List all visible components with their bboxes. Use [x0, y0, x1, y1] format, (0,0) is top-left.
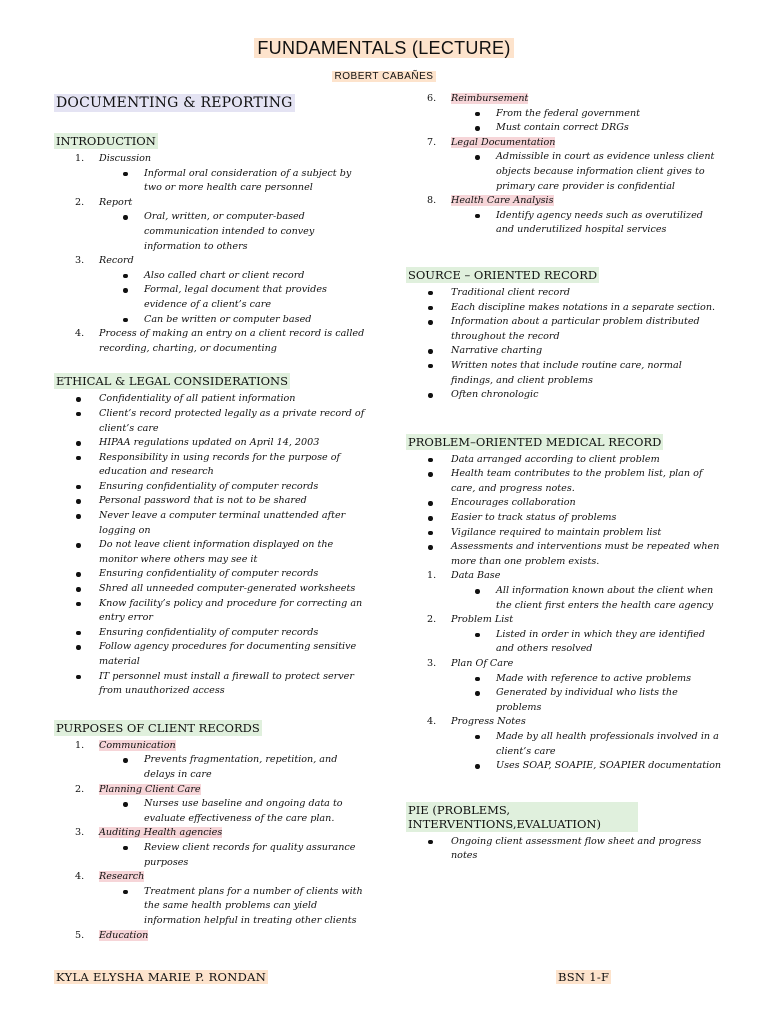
bullet-icon: [76, 543, 81, 548]
ethical-heading: ETHICAL & LEGAL CONSIDERATIONS: [56, 374, 288, 389]
bullet-item: [406, 511, 722, 526]
bullet-icon: [123, 890, 128, 895]
item-text: Health team contributes to the problem list, plan of care, and progress notes.: [451, 468, 703, 494]
purposes-continued-list: [406, 92, 722, 238]
title-text: FUNDAMENTALS (LECTURE): [254, 38, 513, 58]
bullet-icon: [428, 320, 433, 325]
bullet-icon: [76, 499, 81, 504]
bullet-icon: [76, 572, 81, 577]
list-number: 4.: [75, 871, 85, 883]
item-text: Narrative charting: [451, 345, 543, 357]
numbered-item: [406, 92, 722, 107]
sub-bullet-item: [406, 584, 722, 613]
item-text: Discussion: [99, 153, 152, 164]
pie-section: [406, 802, 722, 864]
item-text: Easier to track status of problems: [451, 512, 617, 524]
item-text: Planning Client Care: [99, 783, 201, 795]
item-text: Follow agency procedures for documenting sensitive material: [99, 641, 357, 667]
bullet-icon: [475, 589, 480, 594]
sub-bullet-item: [54, 269, 370, 284]
bullet-item: [54, 582, 370, 597]
item-text: Report: [99, 196, 133, 208]
footer-section-text: BSN 1-F: [558, 970, 610, 984]
sub-bullet-item: [54, 797, 370, 826]
item-text: Each discipline makes notations in a separate section.: [451, 301, 716, 313]
item-text: Identify agency needs such as overutilized and underutilized hospital services: [496, 209, 703, 236]
item-text: Health Care Analysis: [451, 195, 554, 207]
bullet-icon: [123, 215, 128, 220]
bullet-icon: [123, 758, 128, 763]
bullet-item: [54, 597, 370, 626]
list-number: 7.: [427, 136, 437, 148]
list-number: 8.: [427, 195, 437, 207]
list-number: 3.: [75, 255, 85, 267]
item-text: Nurses use baseline and ongoing data to evaluate effectiveness of the care plan.: [144, 798, 343, 824]
pomr-heading: PROBLEM–ORIENTED MEDICAL RECORD: [408, 434, 662, 449]
bullet-icon: [76, 675, 81, 680]
bullet-item: [54, 494, 370, 509]
item-text: Often chronologic: [451, 389, 539, 401]
bullet-icon: [76, 602, 81, 607]
introduction-section: [54, 130, 370, 356]
bullet-item: [54, 436, 370, 451]
bullet-item: [406, 526, 722, 541]
bullet-icon: [76, 485, 81, 490]
sub-bullet-item: [406, 121, 722, 136]
item-text: Personal password that is not to be shared: [99, 495, 307, 507]
bullet-item: [406, 835, 722, 864]
purposes-continued-section: [406, 92, 722, 238]
numbered-item: [54, 254, 370, 269]
main-heading: DOCUMENTING & REPORTING: [56, 95, 293, 111]
bullet-icon: [76, 456, 81, 461]
bullet-icon: [475, 691, 480, 696]
numbered-item: [54, 327, 370, 356]
bullet-icon: [428, 291, 433, 296]
numbered-item: [54, 196, 370, 211]
item-text: Informal oral consideration of a subject by two or more health care personnel: [144, 167, 352, 194]
numbered-item: [406, 136, 722, 151]
bullet-item: [54, 451, 370, 480]
bullet-icon: [76, 631, 81, 636]
bullet-item: [54, 626, 370, 641]
pomr-bullets: [406, 453, 722, 570]
bullet-icon: [428, 545, 433, 550]
item-text: Generated by individual who lists the problems: [496, 687, 678, 713]
item-text: Responsibility in using records for the purpose of education and research: [99, 451, 341, 478]
numbered-item: [54, 152, 370, 167]
item-text: Client’s record protected legally as a private record of client’s care: [99, 407, 365, 434]
item-text: Never leave a computer terminal unattended after logging on: [99, 510, 346, 536]
list-number: 4.: [75, 328, 85, 340]
item-text: Do not leave client information displayed on the monitor where others may see it: [99, 539, 334, 565]
sub-bullet-item: [406, 672, 722, 687]
item-text: Encourages collaboration: [451, 497, 576, 509]
bullet-icon: [428, 306, 433, 311]
bullet-icon: [76, 397, 81, 402]
bullet-item: [406, 388, 722, 403]
item-text: Review client records for quality assurance purposes: [144, 841, 356, 868]
item-text: Treatment plans for a number of clients with the same health problems can yield information helpful in treating other clients: [144, 885, 363, 926]
bullet-icon: [76, 587, 81, 592]
sub-bullet-item: [54, 753, 370, 782]
item-text: Know facility’s policy and procedure for correcting an entry error: [99, 597, 363, 624]
bullet-item: [406, 540, 722, 569]
numbered-item: [406, 715, 722, 730]
bullet-item: [406, 344, 722, 359]
item-text: Vigilance required to maintain problem list: [451, 526, 662, 538]
bullet-item: [54, 509, 370, 538]
numbered-item: [54, 870, 370, 885]
sub-bullet-item: [406, 730, 722, 759]
item-text: Made by all health professionals involved in a client’s care: [496, 730, 719, 757]
list-number: 4.: [427, 716, 437, 728]
introduction-list: [54, 152, 370, 356]
item-text: Formal, legal document that provides evidence of a client’s care: [144, 284, 327, 310]
sub-bullet-item: [406, 150, 722, 194]
bullet-item: [54, 392, 370, 407]
purposes-heading: PURPOSES OF CLIENT RECORDS: [56, 720, 260, 735]
sub-bullet-item: [54, 210, 370, 254]
purposes-section: [54, 717, 370, 943]
sub-bullet-item: [54, 283, 370, 312]
bullet-icon: [123, 274, 128, 279]
bullet-icon: [428, 393, 433, 398]
list-number: 1.: [75, 739, 85, 751]
sub-bullet-item: [406, 107, 722, 122]
bullet-item: [406, 496, 722, 511]
list-number: 2.: [75, 196, 85, 208]
item-text: Uses SOAP, SOAPIE, SOAPIER documentation: [496, 760, 722, 772]
pomr-list: [406, 569, 722, 773]
item-text: Data Base: [451, 570, 501, 582]
bullet-item: [54, 407, 370, 436]
item-text: From the federal government: [496, 107, 640, 119]
numbered-item: [406, 569, 722, 584]
list-number: 3.: [75, 827, 85, 839]
list-number: 6.: [427, 93, 437, 104]
document-author: [0, 64, 768, 83]
bullet-item: [406, 301, 722, 316]
sub-bullet-item: [406, 628, 722, 657]
document-title: [0, 38, 768, 59]
item-text: Admissible in court as evidence unless client objects because information client gives to primary care provider is confidential: [496, 151, 715, 192]
bullet-item: [406, 286, 722, 301]
footer-name-text: KYLA ELYSHA MARIE P. RONDAN: [56, 970, 267, 984]
item-text: Ensuring confidentiality of computer records: [99, 626, 319, 638]
list-number: 2.: [427, 614, 437, 626]
ethical-bullets: [54, 392, 370, 698]
bullet-icon: [76, 645, 81, 650]
right-column: [406, 92, 722, 878]
sub-bullet-item: [406, 759, 722, 774]
list-number: 1.: [427, 570, 437, 582]
item-text: All information known about the client when the client first enters the health care agency: [496, 585, 714, 611]
numbered-item: [54, 826, 370, 841]
item-text: Education: [99, 929, 149, 941]
item-text: Information about a particular problem distributed throughout the record: [451, 316, 700, 342]
bullet-icon: [123, 318, 128, 323]
bullet-item: [54, 538, 370, 567]
item-text: HIPAA regulations updated on April 14, 2003: [99, 437, 320, 449]
list-number: 1.: [75, 153, 85, 164]
bullet-item: [406, 359, 722, 388]
bullet-item: [54, 567, 370, 582]
numbered-item: [54, 929, 370, 944]
item-text: Problem List: [451, 614, 514, 626]
bullet-item: [54, 480, 370, 495]
item-text: Also called chart or client record: [144, 269, 305, 281]
sub-bullet-item: [54, 313, 370, 328]
item-text: Ensuring confidentiality of computer records: [99, 568, 319, 580]
item-text: Legal Documentation: [451, 136, 556, 148]
pie-heading: PIE (PROBLEMS, INTERVENTIONS,EVALUATION): [406, 802, 638, 832]
sub-bullet-item: [406, 686, 722, 715]
list-number: 5.: [75, 929, 85, 941]
item-text: Assessments and interventions must be repeated when more than one problem exists.: [451, 541, 720, 567]
item-text: Ongoing client assessment flow sheet and progress notes: [451, 835, 702, 862]
numbered-item: [406, 657, 722, 672]
bullet-icon: [428, 364, 433, 369]
item-text: Research: [99, 871, 145, 883]
item-text: Listed in order in which they are identified and others resolved: [496, 628, 705, 655]
bullet-icon: [123, 288, 128, 293]
sub-bullet-item: [54, 841, 370, 870]
footer-student-name: [54, 970, 268, 984]
bullet-icon: [475, 764, 480, 769]
bullet-item: [54, 640, 370, 669]
bullet-icon: [428, 531, 433, 536]
item-text: Communication: [99, 739, 176, 751]
bullet-icon: [76, 514, 81, 519]
item-text: IT personnel must install a firewall to protect server from unauthorized access: [99, 670, 354, 697]
pomr-section: [406, 431, 722, 774]
source-oriented-section: [406, 264, 722, 403]
item-text: Auditing Health agencies: [99, 827, 223, 839]
bullet-icon: [475, 155, 480, 160]
item-text: Ensuring confidentiality of computer records: [99, 480, 319, 492]
item-text: Written notes that include routine care, normal findings, and client problems: [451, 359, 682, 386]
purposes-list: [54, 739, 370, 943]
item-text: Record: [99, 255, 134, 267]
item-text: Data arranged according to client problem: [451, 453, 660, 465]
left-column: [54, 92, 370, 957]
bullet-item: [406, 453, 722, 468]
item-text: Can be written or computer based: [144, 313, 312, 325]
sub-bullet-item: [54, 885, 370, 929]
source-oriented-heading: SOURCE – ORIENTED RECORD: [408, 267, 598, 282]
bullet-icon: [76, 412, 81, 417]
bullet-icon: [475, 112, 480, 117]
item-text: Plan Of Care: [451, 658, 514, 669]
item-text: Progress Notes: [451, 716, 526, 728]
bullet-icon: [428, 349, 433, 354]
author-text: ROBERT CABAÑES: [332, 71, 437, 82]
numbered-item: [54, 783, 370, 798]
item-text: Traditional client record: [451, 286, 571, 298]
bullet-icon: [123, 802, 128, 807]
list-number: 3.: [427, 658, 437, 669]
bullet-icon: [76, 441, 81, 446]
bullet-item: [406, 467, 722, 496]
item-text: Prevents fragmentation, repetition, and delays in care: [144, 754, 338, 780]
bullet-icon: [475, 735, 480, 740]
pie-bullets: [406, 835, 722, 864]
item-text: Reimbursement: [451, 93, 529, 104]
bullet-icon: [475, 214, 480, 219]
numbered-item: [54, 739, 370, 754]
item-text: Oral, written, or computer-based communication intended to convey information to others: [144, 211, 315, 252]
bullet-icon: [428, 840, 433, 845]
item-text: Must contain correct DRGs: [496, 122, 629, 134]
footer-section: [556, 970, 611, 984]
sub-bullet-item: [54, 167, 370, 196]
item-text: Made with reference to active problems: [496, 672, 692, 684]
item-text: Process of making an entry on a client record is called recording, charting, or documenting: [99, 328, 365, 354]
bullet-icon: [475, 677, 480, 682]
ethical-section: [54, 370, 370, 698]
bullet-item: [406, 315, 722, 344]
bullet-icon: [428, 458, 433, 463]
item-text: Shred all unneeded computer-generated worksheets: [99, 583, 356, 595]
item-text: Confidentiality of all patient information: [99, 393, 296, 405]
source-oriented-bullets: [406, 286, 722, 403]
introduction-heading: INTRODUCTION: [56, 134, 156, 148]
sub-bullet-item: [406, 209, 722, 238]
bullet-icon: [123, 172, 128, 177]
numbered-item: [406, 613, 722, 628]
bullet-icon: [475, 126, 480, 131]
numbered-item: [406, 194, 722, 209]
bullet-icon: [123, 846, 128, 851]
bullet-icon: [475, 633, 480, 638]
bullet-item: [54, 670, 370, 699]
list-number: 2.: [75, 783, 85, 795]
bullet-icon: [428, 501, 433, 506]
bullet-icon: [428, 472, 433, 477]
bullet-icon: [428, 516, 433, 521]
